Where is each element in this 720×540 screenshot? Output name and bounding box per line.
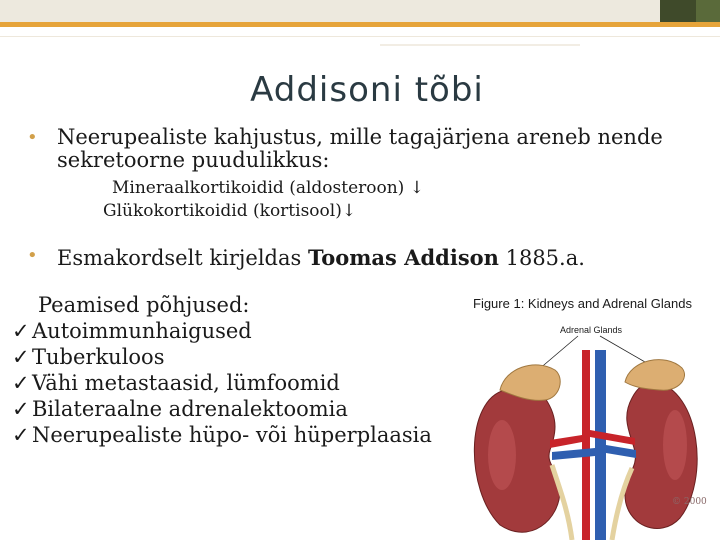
renal-vein-right xyxy=(606,445,636,458)
left-kidney-shape xyxy=(474,388,560,533)
renal-artery-left xyxy=(550,435,582,448)
list-item: ✓ Vähi metastaasid, lümfoomid xyxy=(12,371,340,395)
divider xyxy=(0,36,720,37)
bullet-1-text: Neerupealiste kahjustus, mille tagajärjena areneb nende sekretoorne puudulikkus: xyxy=(57,125,663,172)
list-item: ✓ Bilateraalne adrenalektoomia xyxy=(12,397,348,421)
checkmark-icon: ✓ xyxy=(12,423,30,447)
top-bar-dark-segment xyxy=(660,0,696,22)
slide-title: Addisoni tõbi xyxy=(250,70,484,110)
right-adrenal-shape xyxy=(625,360,685,391)
checkmark-icon: ✓ xyxy=(12,397,30,421)
causes-list xyxy=(12,318,432,448)
pointer-line xyxy=(538,336,578,370)
list-item: ✓ Neerupealiste hüpo- või hüperplaasia xyxy=(12,423,432,447)
left-kidney-highlight xyxy=(488,420,516,490)
accent-line xyxy=(0,22,720,27)
pointer-line xyxy=(600,336,645,362)
figure-watermark: © 2000 xyxy=(672,497,707,507)
right-kidney-highlight xyxy=(663,410,687,480)
sub-item-mineralocorticoids: Mineraalkortikoidid (aldosteroon) ↓ xyxy=(112,178,424,198)
bullet-2 xyxy=(27,245,687,270)
bullet-dot-icon: • xyxy=(27,127,38,148)
aorta-shape xyxy=(582,350,590,540)
list-item: ✓ Tuberkuloos xyxy=(12,345,165,369)
divider-short xyxy=(380,44,580,46)
figure-label-adrenal: Adrenal Glands xyxy=(560,325,623,335)
bullet-2-suffix: 1885.a. xyxy=(498,246,585,270)
causes-heading: Peamised põhjused: xyxy=(38,293,250,317)
list-item: ✓ Autoimmunhaigused xyxy=(12,319,252,343)
bullet-2-name: Toomas Addison xyxy=(307,245,499,270)
bullet-2-prefix: Esmakordselt kirjeldas xyxy=(57,246,308,270)
checkmark-icon: ✓ xyxy=(12,371,30,395)
bullet-dot-icon: • xyxy=(27,245,38,266)
vena-cava-shape xyxy=(595,350,606,540)
sub-item-glucocorticoids: Glükokortikoidid (kortisool)↓ xyxy=(103,201,357,221)
top-bar-segment xyxy=(0,0,660,22)
bullet-1 xyxy=(27,126,687,172)
top-decoration-bar xyxy=(0,0,720,22)
checkmark-icon: ✓ xyxy=(12,345,30,369)
figure-caption: Figure 1: Kidneys and Adrenal Glands xyxy=(473,296,692,311)
checkmark-icon: ✓ xyxy=(12,319,30,343)
top-bar-green-segment xyxy=(696,0,720,22)
